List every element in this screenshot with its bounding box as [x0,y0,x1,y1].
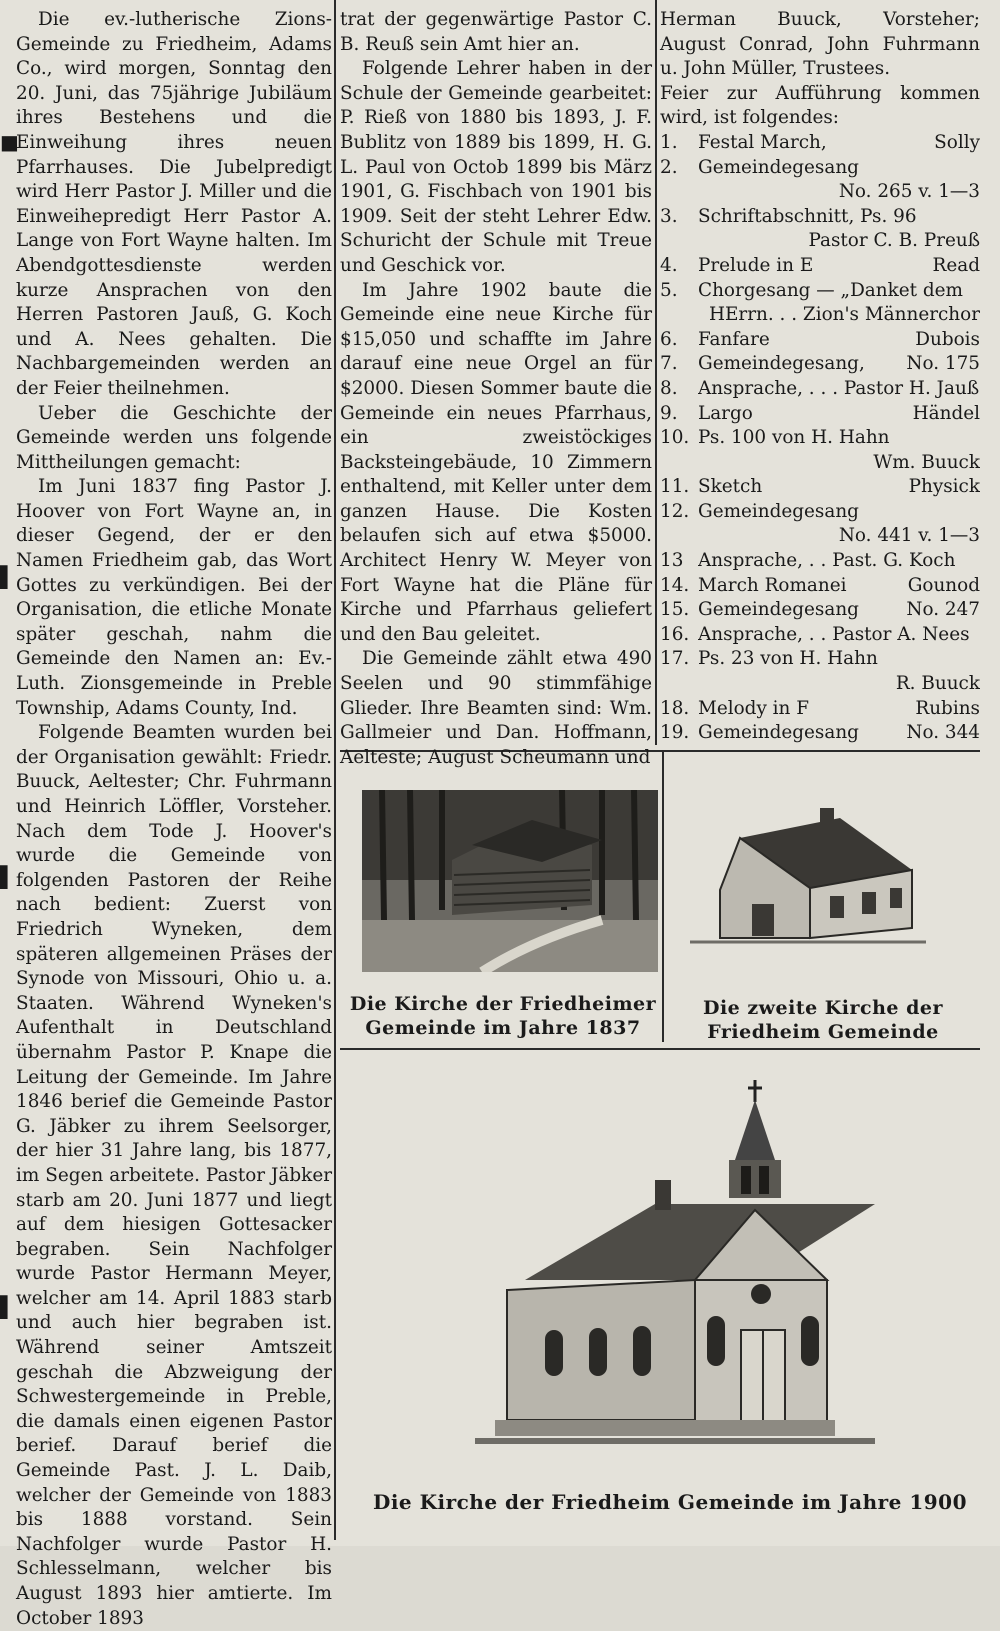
caption-second-church: Die zweite Kirche der Friedheim Gemeinde [702,997,944,1043]
festival-program [660,131,980,746]
program-title: Gemeindegesang [698,722,859,744]
program-performer: Read [932,254,980,276]
column-1 [16,8,332,1631]
program-number: 9. [660,402,678,424]
program-item [660,697,980,722]
program-item [660,598,980,623]
program-item-continuation [660,180,980,205]
caption-first-church: Die Kirche der Friedheimer Gemeinde im Jahre 1837 [349,993,657,1039]
program-item-continuation [660,451,980,476]
program-subline: No. 265 v. 1—3 [838,181,980,203]
program-item [660,475,980,500]
program-intro: Feier zur Aufführung kommen wird, ist folgendes: [660,82,980,129]
program-title: Gemeindegesang [698,500,859,522]
program-item-continuation [660,229,980,254]
program-title: Chorgesang — „Danket dem [698,279,963,301]
program-subline: Wm. Buuck [873,451,980,473]
program-item [660,377,980,402]
program-item-continuation [660,524,980,549]
program-number: 6. [660,328,678,350]
program-title: Festal March, [698,131,827,153]
column-2 [340,8,652,770]
program-performer: Händel [912,402,980,424]
program-number: 19. [660,722,690,744]
program-performer: No. 344 [906,722,980,744]
paragraph: Die ev.-lutherische Zions-Gemeinde zu Friedheim, Adams Co., wird morgen, Sonntag den 20. Juni, das 75jährige Jubiläum ihres Bestehens und die Einweihung ihres neuen Pfarrhauses. Die Jubelpredigt wird Herr Pastor J. Miller und die Einweihepredigt Herr Pastor A. Lange von Fort Wayne halten. Im Abendgottesdienste werden kurze Ansprachen von den Herren Pastoren Jauß, G. Koch und A. Nees gehalten. Die Nachbargemeinden werden an der Feier theilnehmen. [16,9,332,399]
program-performer: Rubins [915,697,980,719]
margin-fragment: ▌ [0,865,16,889]
margin-fragment: ■ [0,130,19,154]
program-title: March Romanei [698,574,847,596]
program-subline: No. 441 v. 1—3 [838,525,980,547]
log-church-1837-illustration [362,790,658,972]
caption-church-1900: Die Kirche der Friedheim Gemeinde im Jahre 1900 [372,1490,968,1514]
paragraph: Ueber die Geschichte der Gemeinde werden uns folgende Mittheilungen gemacht: [16,402,332,473]
margin-fragment: ▌ [0,565,16,589]
program-title: Sketch [698,476,763,498]
paragraph: Die Gemeinde zählt etwa 490 Seelen und 90 stimmfähige Glieder. Ihre Beamten sind: Wm. Gallmeier und Dan. Hoffmann, Aelteste; August Scheumann und [340,648,652,768]
program-number: 15. [660,599,690,621]
program-title: Schriftabschnitt, Ps. 96 [698,205,917,227]
program-item [660,402,980,427]
paragraph: trat der gegenwärtige Pastor C. B. Reuß sein Amt hier an. [340,9,652,55]
program-item [660,574,980,599]
program-item [660,549,980,574]
program-performer: Solly [934,131,980,153]
paragraph: Im Jahre 1902 baute die Gemeinde eine neue Kirche für $15,050 und schaffte im Jahre darauf eine neue Orgel an für $2000. Diesen Sommer baute die Gemeinde ein neues Pfarrhaus, ein zweistöckiges Backsteingebäude, 10 Zimmern enthaltend, mit Keller unter dem ganzen Hause. Die Kosten belaufen sich auf etwa $5000. Architect Henry W. Meyer von Fort Wayne hat die Pläne für Kirche und Pfarrhaus geliefert und den Bau geleitet. [340,279,652,645]
program-number: 10. [660,427,690,449]
program-number: 3. [660,205,678,227]
program-item [660,426,980,451]
officers-paragraph: Herman Buuck, Vorsteher; August Conrad, John Fuhrmann u. John Müller, Trustees. [660,9,980,80]
church-1900-illustration [455,1080,895,1452]
program-title: Fanfare [698,328,770,350]
program-performer: No. 175 [906,353,980,375]
program-item [660,500,980,525]
program-item-continuation [660,303,980,328]
column-rule-1 [334,0,336,1540]
program-subline: HErrn. . . Zion's Männerchor [708,304,980,326]
program-number: 16. [660,623,690,645]
program-subline: Pastor C. B. Preuß [808,230,980,252]
program-number: 18. [660,697,690,719]
paragraph: Im Juni 1837 fing Pastor J. Hoover von Fort Wayne an, in dieser Gegend, der er den Namen Friedheim gab, das Wort Gottes zu verkündigen. Bei der Organisation, die etliche Monate später geschah, nahm die Gemeinde den Namen an: Ev.-Luth. Zionsgemeinde in Preble Township, Adams County, Ind. [16,476,332,719]
program-number: 4. [660,254,678,276]
program-title: Ps. 100 von H. Hahn [698,427,890,449]
program-title: Ps. 23 von H. Hahn [698,648,878,670]
program-title: Gemeindegesang, [698,353,865,375]
program-number: 11. [660,476,690,498]
paragraph: Folgende Lehrer haben in der Schule der Gemeinde gearbeitet: P. Rieß von 1880 bis 1893, J. F. Bublitz von 1889 bis 1899, H. G. L. Paul von Octob 1899 bis März 1901, G. Fischbach von 1901 bis 1909. Seit der steht Lehrer Edw. Schuricht der Schule mit Treue und Geschick vor. [340,58,652,276]
program-number: 2. [660,156,678,178]
illustration-rule [662,752,664,1042]
program-item [660,647,980,672]
program-number: 14. [660,574,690,596]
program-title: Largo [698,402,753,424]
program-item [660,328,980,353]
program-number: 7. [660,353,678,375]
program-performer: No. 247 [906,599,980,621]
program-number: 8. [660,377,678,399]
program-item [660,623,980,648]
program-subline: R. Buuck [895,673,980,695]
program-number: 12. [660,500,690,522]
column-3 [660,8,980,746]
program-title: Gemeindegesang [698,156,859,178]
program-item [660,721,980,746]
program-number: 5. [660,279,678,301]
program-item [660,156,980,181]
margin-fragment: ▌ [0,1295,16,1319]
program-title: Gemeindegesang [698,599,859,621]
program-performer: Dubois [915,328,980,350]
program-number: 17. [660,648,690,670]
program-title: Melody in F [698,697,810,719]
column-rule-2 [655,0,657,745]
section-rule-mid [340,1048,980,1050]
program-item [660,205,980,230]
program-item-continuation [660,672,980,697]
program-title: Ansprache, . . Pastor A. Nees [698,623,970,645]
program-number: 1. [660,131,678,153]
program-item [660,131,980,156]
program-item [660,254,980,279]
program-performer: Gounod [907,574,980,596]
program-title: Prelude in E [698,254,814,276]
second-church-illustration [690,808,926,950]
program-item [660,279,980,304]
paragraph: Folgende Beamten wurden bei der Organisation gewählt: Friedr. Buuck, Aeltester; Chr. Fuhrmann und Heinrich Löffler, Vorsteher. Nach dem Tode J. Hoover's wurde die Gemeinde von folgenden Pastoren der Reihe nach bedient: Zuerst von Friedrich Wyneken, dem späteren allgemeinen Präses der Synode von Missouri, Ohio u. a. Staaten. Während Wyneken's Aufenthalt in Deutschland übernahm Pastor P. Knape die Leitung der Gemeinde. Im Jahre 1846 berief die Gemeinde Pastor G. Jäbker zu ihrem Seelsorger, der hier 31 Jahre lang, bis 1877, im Segen arbeitete. Pastor Jäbker starb am 20. Juni 1877 und liegt auf dem hiesigen Gottesacker begraben. Sein Nachfolger wurde Pastor Hermann Meyer, welcher am 14. April 1883 starb und auch hier begraben ist. Während seiner Amtszeit geschah die Abzweigung der Schwestergemeinde in Preble, die damals einen eigenen Pastor berief. Darauf berief die Gemeinde Past. J. L. Daib, welcher der Gemeinde von 1883 bis 1888 vorstand. Sein Nachfolger wurde Pastor H. Schlesselmann, welcher bis August 1893 hier amtierte. Im October 1893 [16,722,332,1629]
program-performer: Physick [908,476,980,498]
program-title: Ansprache, . . . Pastor H. Jauß [698,377,980,399]
program-title: Ansprache, . . Past. G. Koch [698,550,956,572]
program-number: 13 [660,550,684,572]
program-item [660,352,980,377]
